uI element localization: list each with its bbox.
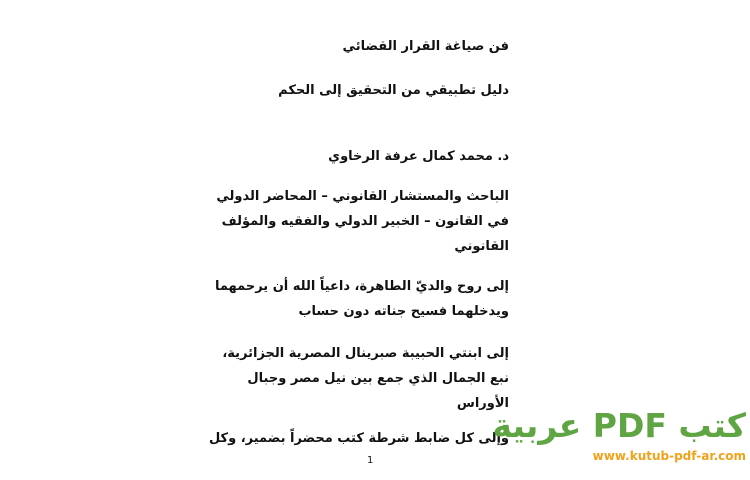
bio-line: القانوني xyxy=(454,239,509,254)
dedication-police xyxy=(208,426,509,451)
title-line: فن صياغة القرار القضائي xyxy=(342,39,509,54)
dedication-line: ويدخلهما فسيح جناته دون حساب xyxy=(298,304,509,319)
author-line: د. محمد كمال عرفة الرخاوي xyxy=(328,149,509,164)
dedication-line: وإلى كل ضابط شرطة كتب محضراً بضمير، وكل xyxy=(208,431,509,446)
watermark-title: كتب PDF عربية xyxy=(492,406,746,445)
subtitle-line: دليل تطبيقي من التحقيق إلى الحكم xyxy=(278,83,509,98)
dedication-parents xyxy=(214,274,509,324)
dedication-line: إلى روح والديّ الطاهرة، داعياً الله أن يرحمهما xyxy=(214,279,509,294)
dedication-line: نبع الجمال الذي جمع بين نيل مصر وجبال xyxy=(247,371,509,386)
bio-line: الباحث والمستشار القانوني – المحاضر الدولي xyxy=(216,189,509,204)
dedication-line: الأوراس xyxy=(456,396,509,411)
bio-line: في القانون – الخبير الدولي والفقيه والمؤلف xyxy=(221,214,509,229)
dedication-daughter xyxy=(222,341,509,416)
book-subtitle xyxy=(229,78,509,103)
book-title xyxy=(229,34,509,59)
dedication-line: إلى ابنتي الحبيبة صبرينال المصرية الجزائرية، xyxy=(222,346,509,361)
watermark-logo xyxy=(492,405,746,463)
author-bio xyxy=(216,184,509,259)
watermark-url: www.kutub-pdf-ar.com xyxy=(592,449,746,463)
page-number: 1 xyxy=(367,455,374,466)
author-name xyxy=(229,144,509,169)
